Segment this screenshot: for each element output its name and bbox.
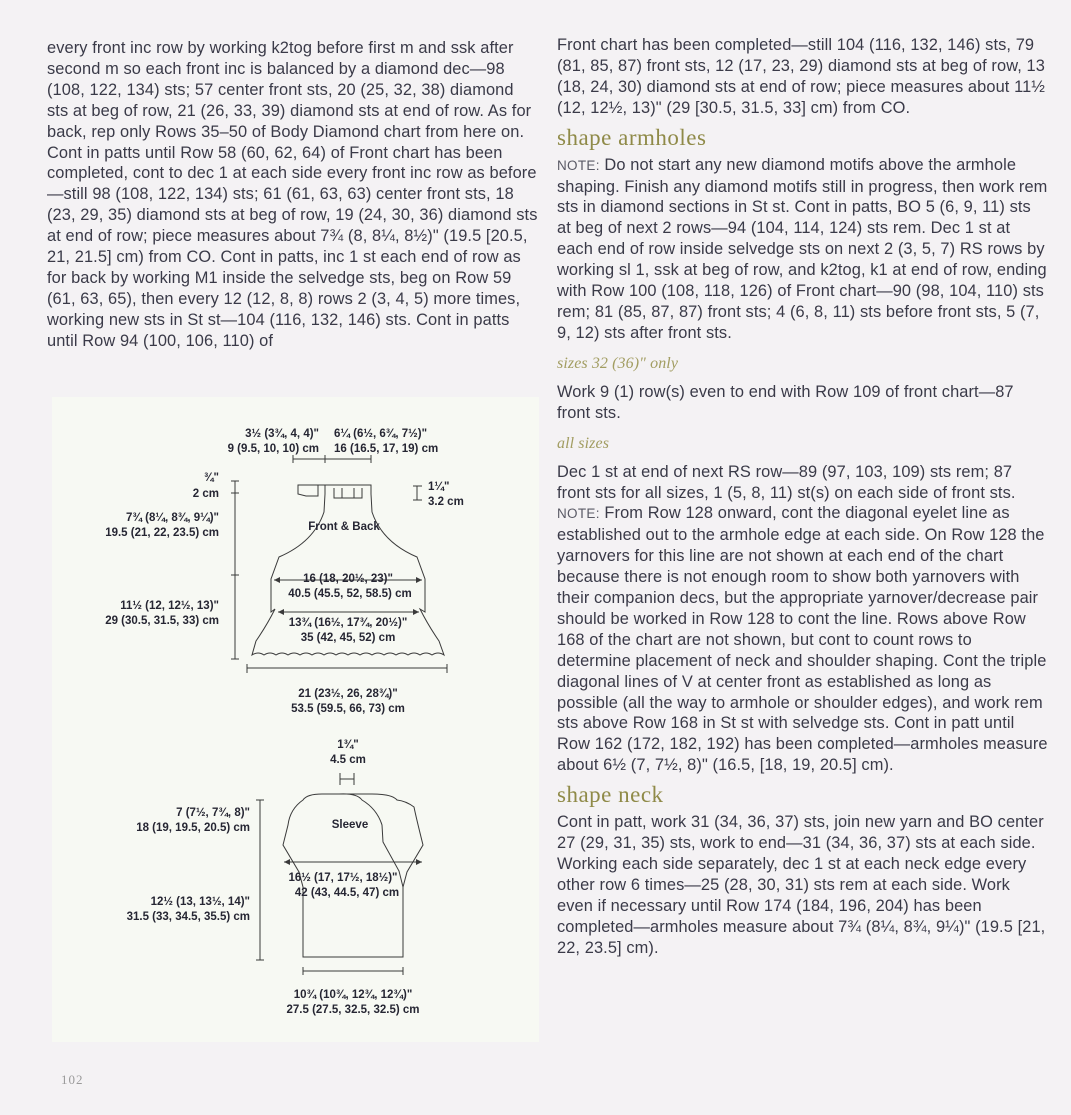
sleeve-length-line — [256, 865, 264, 960]
intro-paragraph: Front chart has been completed—still 104 (116, 132, 146) sts, 79 (81, 85, 87) front sts, 12 (17, 23, 29) diamond sts at beg of row, 13 (18, 24, 30) diamond sts at end of row; piece measures about 11½ (12, 12½, 13)" (29 [30.5, 31.5, 33] cm) from CO. — [557, 36, 1046, 117]
sleeve-top-cm: 4.5 cm — [330, 754, 366, 766]
all-sizes-text-b: From Row 128 onward, cont the diagonal eyelet line as established out to the armhole edge at each side. On Row 128 the yarnovers for this line are not shown at each end of the chart because there is not enough room to show both yarnovers with their companion decs, but the appropriate yarnover/decrease pair should be worked in Row 128 to cont the line. Rows above Row 168 of the chart are not shown, but cont to count rows to determine placement of neck and shoulder shaping. Cont the triple diagonal lines of V at center front as established as long as possible (all the way to armhole or shoulder edges), and work rem sts above Row 168 in St st with selvedge sts. Cont in patt until Row 162 (172, 182, 192) has been completed—armholes measure about 6½ (7, 7½, 8)" (16.5, [18, 19, 20.5] cm). — [557, 504, 1048, 775]
hem-width-line — [247, 664, 447, 673]
sleeve-cuff-line — [303, 967, 403, 975]
all-sizes-text-a: Dec 1 st at end of next RS row—89 (97, 103, 109) sts rem; 87 front sts for all sizes, 1 (5, 8, 11) st(s) on each side of front sts. — [557, 462, 1016, 502]
subheading-all-sizes: all sizes — [557, 434, 610, 452]
body-neck-center — [342, 488, 354, 498]
right-text-column — [557, 35, 1049, 959]
body-label: Front & Back — [308, 521, 380, 533]
neckdepth-in: ¾" — [203, 472, 219, 484]
neckdepth-line — [231, 481, 239, 493]
sleeve-length-in: 12½ (13, 13½, 14)" — [150, 896, 250, 908]
shoulderdepth-cm: 3.2 cm — [428, 496, 464, 508]
note-label: NOTE: — [557, 157, 600, 173]
body-outline — [252, 485, 444, 655]
schematic-drawing — [52, 397, 539, 1042]
note-label: NOTE: — [557, 506, 600, 522]
body-length-in: 11½ (12, 12½, 13)" — [120, 600, 219, 612]
sleeve-cap-in: 7 (7½, 7¾, 8)" — [176, 807, 250, 819]
subheading-sizes-only: sizes 32 (36)" only — [557, 354, 679, 372]
body-neck-opening — [334, 488, 362, 498]
shoulder-width-in: 6¼ (6½, 6¾, 7½)" — [334, 428, 428, 440]
shoulderdepth-line — [413, 486, 422, 500]
all-sizes-paragraph — [557, 462, 1049, 777]
neck-width-in: 3½ (3¾, 4, 4)" — [245, 428, 319, 440]
sleeve-cuff-in: 10¾ (10¾, 12¾, 12¾)" — [293, 989, 413, 1001]
sleeve-cap-line — [256, 800, 264, 865]
neck-width-line — [293, 455, 325, 463]
armhole-cm: 19.5 (21, 22, 23.5) cm — [105, 527, 219, 539]
shoulder-width-cm: 16 (16.5, 17, 19) cm — [334, 443, 439, 455]
page-number: 102 — [61, 1072, 84, 1087]
chest-cm: 40.5 (45.5, 52, 58.5) cm — [288, 588, 412, 600]
body-length-cm: 29 (30.5, 31.5, 33) cm — [105, 615, 219, 627]
sleeve-top-dim — [340, 773, 354, 785]
sleeve-upper-in: 16½ (17, 17½, 18½)" — [288, 872, 398, 884]
schematic-panel — [52, 397, 539, 1042]
neckdepth-cm: 2 cm — [192, 488, 219, 500]
body-paragraph: every front inc row by working k2tog before first m and ssk after second m so each front inc is balanced by a diamond dec—98 (108, 122, 134) sts; 57 center front sts, 20 (25, 32, 38) diamond sts at beg of row, 21 (26, 33, 39) diamond sts at end of row. As for back, rep only Rows 35–50 of Body Diamond chart from here on. Cont in patts until Row 58 (60, 62, 64) of Front chart has been completed, cont to dec 1 at each side every front inc row as before—still 98 (108, 122, 134) sts; 61 (61, 63, 63) center front sts, 18 (23, 29, 35) diamond sts at beg of row, 19 (24, 30, 36) diamond sts at end of row; piece measures about 7¾ (8, 8¼, 8½)" (19.5 [20.5, 21, 21.5] cm) from CO. Cont in patts, inc 1 st each end of row as for back by working M1 inside the selvedge sts, beg on Row 59 (61, 63, 65), then every 12 (12, 8, 8) rows 2 (3, 4, 5) more times, working new sts in St st—104 (116, 132, 146) sts. Cont in patts until Row 94 (100, 106, 110) of — [47, 39, 538, 350]
armholes-text: Do not start any new diamond motifs above the armhole shaping. Finish any diamond motifs still in progress, then work rem sts in diamond sections in St st. Cont in patts, BO 5 (6, 9, 11) sts at beg of next 2 rows—94 (104, 114, 124) sts rem. Dec 1 st at each end of row inside selvedge sts on next 2 (3, 5, 7) RS rows by working sl 1, ssk at beg of row, and k2tog, k1 at end of row, ending with Row 100 (108, 118, 126) of Front chart—90 (98, 104, 110) sts rem; 81 (85, 87, 87) front sts; 4 (6, 8, 11) sts before front sts, 5 (7, 9, 12) sts after front sts. — [557, 155, 1048, 342]
sleeve-label: Sleeve — [331, 819, 369, 831]
left-text-column — [47, 38, 539, 352]
heading-shape-neck: shape neck — [557, 782, 664, 808]
hem-in: 21 (23½, 26, 28¾)" — [298, 688, 398, 700]
waist-in: 13¾ (16½, 17¾, 20½)" — [288, 617, 408, 629]
body-length-line — [231, 575, 239, 659]
heading-shape-armholes: shape armholes — [557, 124, 707, 150]
waist-cm: 35 (42, 45, 52) cm — [300, 632, 396, 644]
shoulderdepth-in: 1¼" — [428, 481, 450, 493]
neck-paragraph: Cont in patt, work 31 (34, 36, 37) sts, join new yarn and BO center 27 (29, 31, 35) sts, work to end—31 (34, 36, 37) sts at each side. Working each side separately, dec 1 st at each neck edge every other row 6 times—25 (28, 30, 31) sts rem at each side. Work even if necessary until Row 174 (184, 196, 204) has been completed—armholes measure about 7¾ (8¼, 8¾, 9¼)" (19.5 [21, 22, 23.5] cm). — [557, 813, 1046, 957]
shoulder-width-line — [325, 455, 371, 463]
sleeve-length-cm: 31.5 (33, 34.5, 35.5) cm — [126, 911, 250, 923]
sleeve-cuff-cm: 27.5 (27.5, 32.5, 32.5) cm — [286, 1004, 420, 1016]
sleeve-top-in: 1¾" — [337, 739, 359, 751]
neck-width-cm: 9 (9.5, 10, 10) cm — [227, 443, 319, 455]
chest-in: 16 (18, 20½, 23)" — [303, 573, 393, 585]
sizes-only-paragraph: Work 9 (1) row(s) even to end with Row 109 of front chart—87 front sts. — [557, 382, 1014, 422]
sleeve-upper-cm: 42 (43, 44.5, 47) cm — [294, 887, 400, 899]
armholes-paragraph — [557, 155, 1049, 344]
hem-cm: 53.5 (59.5, 66, 73) cm — [291, 703, 405, 715]
sleeve-cap-cm: 18 (19, 19.5, 20.5) cm — [136, 822, 250, 834]
armhole-depth-line — [231, 493, 239, 575]
armhole-in: 7¾ (8¼, 8¾, 9¼)" — [125, 512, 219, 524]
